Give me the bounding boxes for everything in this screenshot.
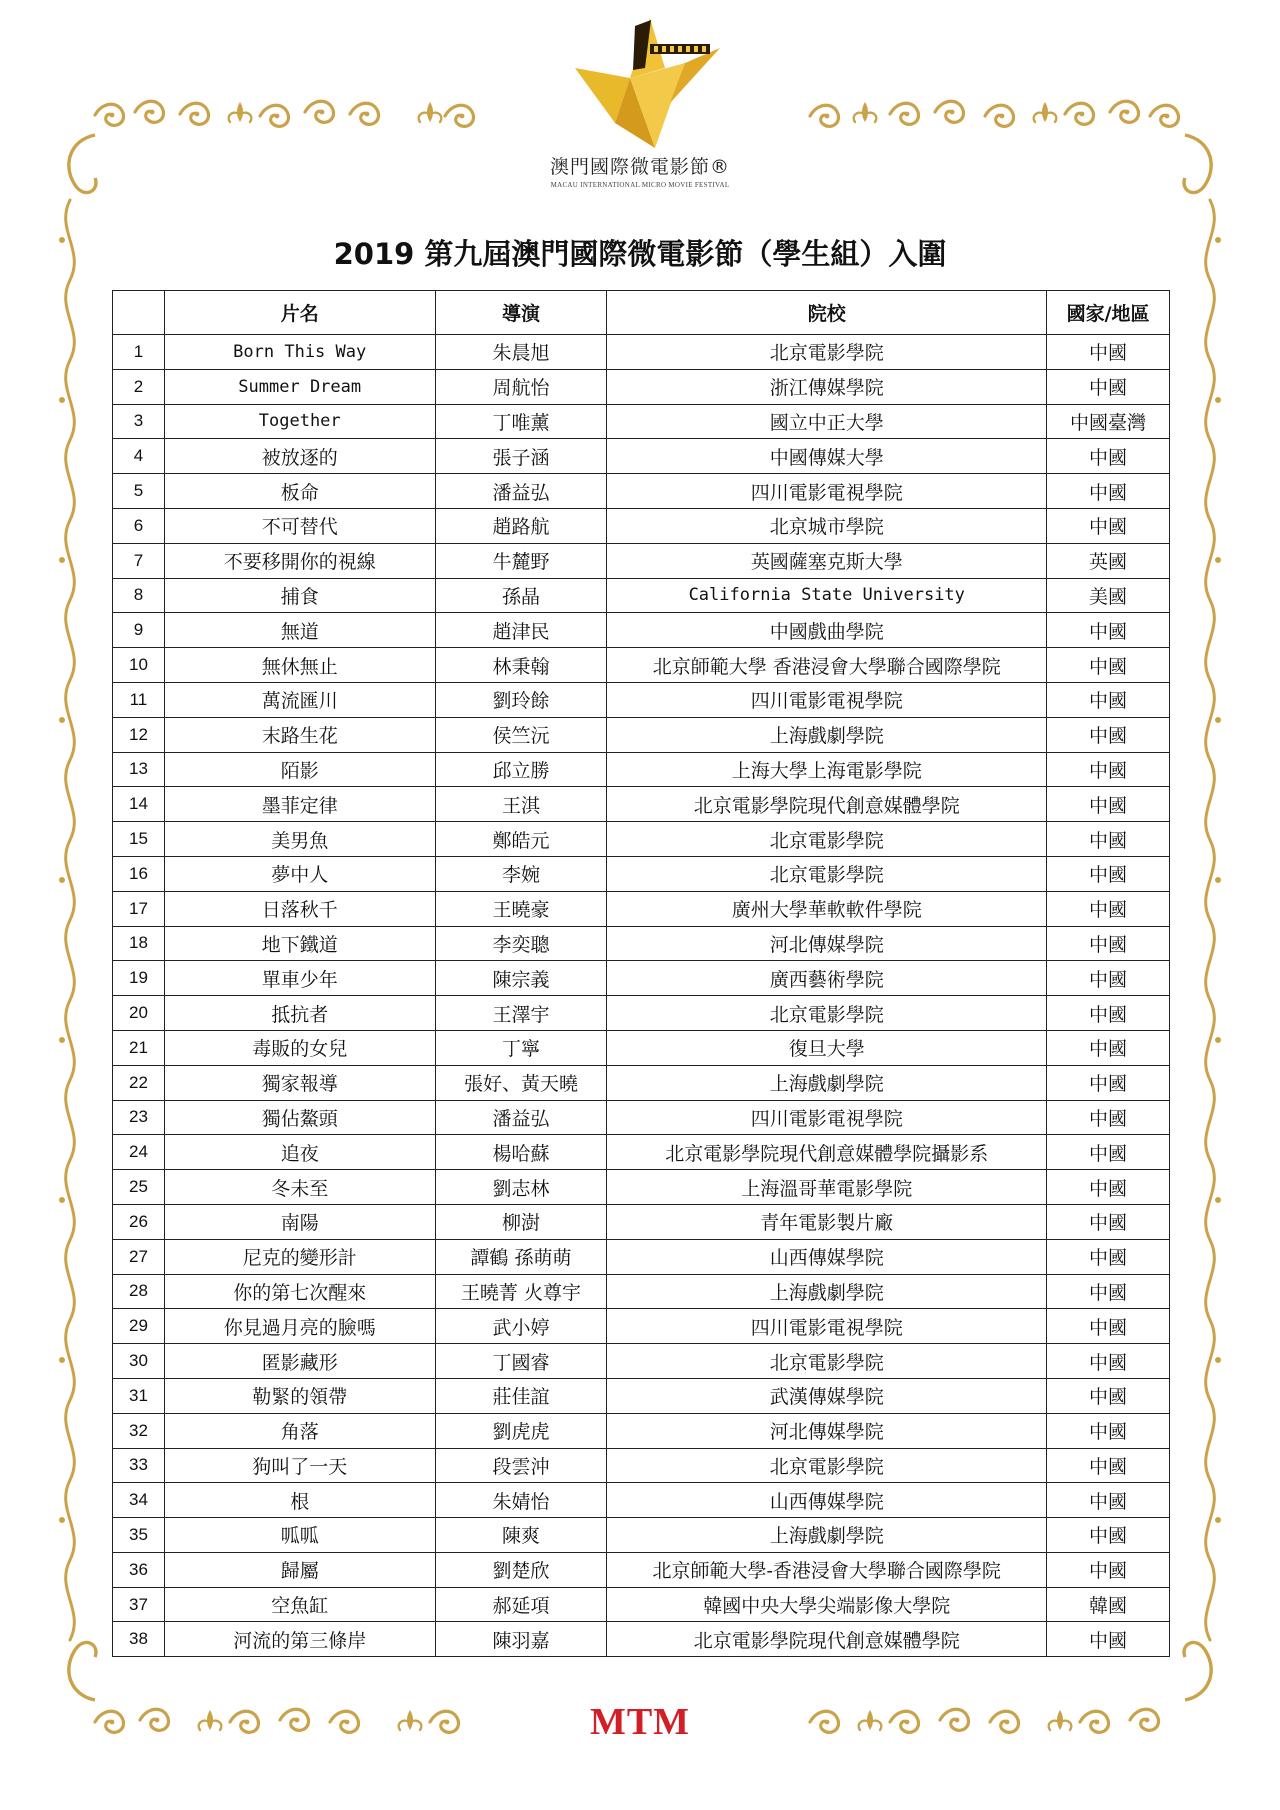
cell-film-title: 陌影 <box>164 752 435 787</box>
table-row <box>113 1622 1170 1657</box>
cell-film-title: 不要移開你的視線 <box>164 543 435 578</box>
cell-school: 青年電影製片廠 <box>607 1204 1047 1239</box>
table-row <box>113 822 1170 857</box>
cell-number: 33 <box>113 1448 165 1483</box>
table-row <box>113 508 1170 543</box>
header-director: 導演 <box>435 291 607 335</box>
cell-film-title: 勒緊的領帶 <box>164 1378 435 1413</box>
table-row <box>113 335 1170 370</box>
table-row <box>113 404 1170 439</box>
cell-director: 王曉菁 火尊宇 <box>435 1274 607 1309</box>
cell-director: 邱立勝 <box>435 752 607 787</box>
cell-country-region: 中國 <box>1047 1413 1170 1448</box>
cell-school: 北京師範大學 香港浸會大學聯合國際學院 <box>607 648 1047 683</box>
cell-director: 陳爽 <box>435 1518 607 1553</box>
cell-film-title: 墨菲定律 <box>164 787 435 822</box>
cell-number: 25 <box>113 1170 165 1205</box>
cell-director: 劉玲餘 <box>435 682 607 717</box>
cell-school: 浙江傳媒學院 <box>607 369 1047 404</box>
cell-school: 中國傳媒大學 <box>607 439 1047 474</box>
top-right-ornament <box>810 101 1179 126</box>
finalist-table <box>112 290 1170 1657</box>
cell-country-region: 韓國 <box>1047 1587 1170 1622</box>
cell-film-title: 夢中人 <box>164 856 435 891</box>
table-row <box>113 1587 1170 1622</box>
cell-number: 10 <box>113 648 165 683</box>
cell-film-title: 追夜 <box>164 1135 435 1170</box>
cell-number: 6 <box>113 508 165 543</box>
cell-film-title: 抵抗者 <box>164 996 435 1031</box>
cell-country-region: 中國 <box>1047 1030 1170 1065</box>
header-number <box>113 291 165 335</box>
cell-country-region: 中國 <box>1047 1065 1170 1100</box>
cell-director: 趙路航 <box>435 508 607 543</box>
cell-number: 24 <box>113 1135 165 1170</box>
cell-country-region: 中國 <box>1047 996 1170 1031</box>
cell-film-title: 呱呱 <box>164 1518 435 1553</box>
cell-director: 陳宗義 <box>435 961 607 996</box>
table-row <box>113 543 1170 578</box>
right-side-ornament <box>1206 200 1215 1640</box>
cell-number: 22 <box>113 1065 165 1100</box>
cell-country-region: 英國 <box>1047 543 1170 578</box>
cell-number: 37 <box>113 1587 165 1622</box>
cell-country-region: 中國 <box>1047 856 1170 891</box>
cell-director: 劉楚欣 <box>435 1552 607 1587</box>
cell-film-title: Together <box>164 404 435 439</box>
table-row <box>113 439 1170 474</box>
table-row <box>113 1204 1170 1239</box>
cell-school: 北京電影學院現代創意媒體學院攝影系 <box>607 1135 1047 1170</box>
cell-school: 北京電影學院 <box>607 335 1047 370</box>
cell-country-region: 中國 <box>1047 474 1170 509</box>
cell-country-region: 中國 <box>1047 1100 1170 1135</box>
cell-school: 國立中正大學 <box>607 404 1047 439</box>
logo-chinese-name: 澳門國際微電影節® <box>549 156 730 178</box>
cell-director: 丁國睿 <box>435 1344 607 1379</box>
cell-film-title: 無休無止 <box>164 648 435 683</box>
cell-number: 32 <box>113 1413 165 1448</box>
cell-country-region: 中國 <box>1047 1274 1170 1309</box>
cell-school: 上海戲劇學院 <box>607 1274 1047 1309</box>
cell-country-region: 中國 <box>1047 1239 1170 1274</box>
cell-number: 36 <box>113 1552 165 1587</box>
table-row <box>113 1065 1170 1100</box>
cell-director: 孫晶 <box>435 578 607 613</box>
cell-number: 9 <box>113 613 165 648</box>
table-row <box>113 1309 1170 1344</box>
table-row <box>113 1100 1170 1135</box>
origami-bird-logo-icon <box>555 8 725 158</box>
cell-number: 18 <box>113 926 165 961</box>
cell-number: 15 <box>113 822 165 857</box>
cell-film-title: 狗叫了一天 <box>164 1448 435 1483</box>
cell-director: 王曉豪 <box>435 891 607 926</box>
cell-film-title: 獨家報導 <box>164 1065 435 1100</box>
cell-number: 16 <box>113 856 165 891</box>
cell-number: 12 <box>113 717 165 752</box>
cell-country-region: 中國 <box>1047 508 1170 543</box>
cell-director: 丁寧 <box>435 1030 607 1065</box>
cell-number: 20 <box>113 996 165 1031</box>
cell-school: 四川電影電視學院 <box>607 682 1047 717</box>
cell-school: 廣州大學華軟軟件學院 <box>607 891 1047 926</box>
cell-country-region: 中國 <box>1047 1483 1170 1518</box>
cell-number: 31 <box>113 1378 165 1413</box>
table-row <box>113 648 1170 683</box>
table-row <box>113 787 1170 822</box>
cell-number: 27 <box>113 1239 165 1274</box>
cell-film-title: Born This Way <box>164 335 435 370</box>
cell-school: 北京電影學院現代創意媒體學院 <box>607 1622 1047 1657</box>
cell-director: 潘益弘 <box>435 1100 607 1135</box>
cell-director: 朱晨旭 <box>435 335 607 370</box>
cell-country-region: 中國 <box>1047 648 1170 683</box>
cell-film-title: 萬流匯川 <box>164 682 435 717</box>
cell-school: 河北傳媒學院 <box>607 926 1047 961</box>
cell-school: 韓國中央大學尖端影像大學院 <box>607 1587 1047 1622</box>
cell-number: 28 <box>113 1274 165 1309</box>
cell-school: 四川電影電視學院 <box>607 474 1047 509</box>
header-school: 院校 <box>607 291 1047 335</box>
cell-country-region: 中國 <box>1047 1309 1170 1344</box>
logo-english-name: MACAU INTERNATIONAL MICRO MOVIE FESTIVAL <box>550 181 730 189</box>
cell-school: 四川電影電視學院 <box>607 1309 1047 1344</box>
cell-director: 丁唯薰 <box>435 404 607 439</box>
cell-number: 7 <box>113 543 165 578</box>
cell-director: 段雲沖 <box>435 1448 607 1483</box>
cell-film-title: 空魚缸 <box>164 1587 435 1622</box>
cell-country-region: 中國 <box>1047 682 1170 717</box>
cell-film-title: 被放逐的 <box>164 439 435 474</box>
cell-number: 21 <box>113 1030 165 1065</box>
cell-school: 河北傳媒學院 <box>607 1413 1047 1448</box>
cell-director: 武小婷 <box>435 1309 607 1344</box>
cell-director: 陳羽嘉 <box>435 1622 607 1657</box>
cell-number: 38 <box>113 1622 165 1657</box>
cell-director: 趙津民 <box>435 613 607 648</box>
table-header-row <box>113 291 1170 335</box>
cell-film-title: 歸屬 <box>164 1552 435 1587</box>
cell-director: 張好、黃天曉 <box>435 1065 607 1100</box>
cell-director: 郝延項 <box>435 1587 607 1622</box>
cell-country-region: 中國 <box>1047 369 1170 404</box>
cell-director: 侯竺沅 <box>435 717 607 752</box>
cell-school: 北京電影學院 <box>607 1344 1047 1379</box>
cell-country-region: 中國 <box>1047 752 1170 787</box>
cell-number: 3 <box>113 404 165 439</box>
cell-director: 劉志林 <box>435 1170 607 1205</box>
cell-film-title: 角落 <box>164 1413 435 1448</box>
top-left-ornament <box>95 101 474 126</box>
table-row <box>113 1030 1170 1065</box>
cell-film-title: 地下鐵道 <box>164 926 435 961</box>
cell-country-region: 中國 <box>1047 1622 1170 1657</box>
cell-country-region: 中國 <box>1047 1552 1170 1587</box>
cell-school: 武漢傳媒學院 <box>607 1378 1047 1413</box>
cell-country-region: 中國 <box>1047 1344 1170 1379</box>
cell-director: 李奕聰 <box>435 926 607 961</box>
cell-school: 上海戲劇學院 <box>607 1518 1047 1553</box>
table-row <box>113 752 1170 787</box>
cell-school: 北京師範大學-香港浸會大學聯合國際學院 <box>607 1552 1047 1587</box>
cell-director: 王澤宇 <box>435 996 607 1031</box>
cell-country-region: 中國 <box>1047 439 1170 474</box>
table-row <box>113 682 1170 717</box>
cell-film-title: 獨佔鰲頭 <box>164 1100 435 1135</box>
cell-film-title: 日落秋千 <box>164 891 435 926</box>
cell-film-title: 美男魚 <box>164 822 435 857</box>
table-row <box>113 369 1170 404</box>
cell-country-region: 中國 <box>1047 1518 1170 1553</box>
cell-school: 廣西藝術學院 <box>607 961 1047 996</box>
table-row <box>113 1344 1170 1379</box>
cell-country-region: 中國 <box>1047 822 1170 857</box>
cell-number: 13 <box>113 752 165 787</box>
cell-school: 北京電影學院 <box>607 996 1047 1031</box>
table-row <box>113 613 1170 648</box>
table-row <box>113 1239 1170 1274</box>
table-row <box>113 996 1170 1031</box>
cell-director: 牛麓野 <box>435 543 607 578</box>
cell-country-region: 中國 <box>1047 787 1170 822</box>
cell-film-title: 末路生花 <box>164 717 435 752</box>
cell-film-title: 冬未至 <box>164 1170 435 1205</box>
header-country-region: 國家/地區 <box>1047 291 1170 335</box>
cell-school: 上海戲劇學院 <box>607 717 1047 752</box>
cell-number: 8 <box>113 578 165 613</box>
cell-school: 北京城市學院 <box>607 508 1047 543</box>
table-row <box>113 717 1170 752</box>
cell-country-region: 中國 <box>1047 1448 1170 1483</box>
cell-school: 上海戲劇學院 <box>607 1065 1047 1100</box>
cell-director: 林秉翰 <box>435 648 607 683</box>
cell-number: 2 <box>113 369 165 404</box>
cell-number: 26 <box>113 1204 165 1239</box>
cell-country-region: 中國 <box>1047 1378 1170 1413</box>
table-row <box>113 1274 1170 1309</box>
table-row <box>113 891 1170 926</box>
cell-director: 鄭皓元 <box>435 822 607 857</box>
cell-school: 上海大學上海電影學院 <box>607 752 1047 787</box>
cell-country-region: 中國臺灣 <box>1047 404 1170 439</box>
cell-country-region: 中國 <box>1047 961 1170 996</box>
cell-school: 四川電影電視學院 <box>607 1100 1047 1135</box>
cell-number: 11 <box>113 682 165 717</box>
cell-film-title: 河流的第三條岸 <box>164 1622 435 1657</box>
table-row <box>113 1552 1170 1587</box>
table-row <box>113 926 1170 961</box>
cell-number: 5 <box>113 474 165 509</box>
mtm-brand-logo: MTM <box>589 1701 691 1743</box>
cell-country-region: 中國 <box>1047 613 1170 648</box>
cell-school: 山西傳媒學院 <box>607 1239 1047 1274</box>
festival-logo <box>540 8 740 208</box>
cell-director: 劉虎虎 <box>435 1413 607 1448</box>
cell-number: 17 <box>113 891 165 926</box>
cell-number: 29 <box>113 1309 165 1344</box>
cell-film-title: 根 <box>164 1483 435 1518</box>
cell-director: 潘益弘 <box>435 474 607 509</box>
cell-number: 19 <box>113 961 165 996</box>
table-row <box>113 578 1170 613</box>
table-row <box>113 474 1170 509</box>
cell-school: California State University <box>607 578 1047 613</box>
cell-director: 譚鶴 孫萌萌 <box>435 1239 607 1274</box>
cell-school: 山西傳媒學院 <box>607 1483 1047 1518</box>
table-row <box>113 1135 1170 1170</box>
table-row <box>113 856 1170 891</box>
table-row <box>113 1170 1170 1205</box>
table-row <box>113 1413 1170 1448</box>
table-row <box>113 1378 1170 1413</box>
cell-school: 北京電影學院 <box>607 856 1047 891</box>
cell-director: 王淇 <box>435 787 607 822</box>
cell-country-region: 中國 <box>1047 891 1170 926</box>
cell-film-title: 尼克的變形計 <box>164 1239 435 1274</box>
cell-director: 李婉 <box>435 856 607 891</box>
table-row <box>113 961 1170 996</box>
cell-film-title: 單車少年 <box>164 961 435 996</box>
cell-number: 23 <box>113 1100 165 1135</box>
cell-country-region: 中國 <box>1047 1204 1170 1239</box>
cell-film-title: 無道 <box>164 613 435 648</box>
cell-director: 楊哈蘇 <box>435 1135 607 1170</box>
cell-number: 34 <box>113 1483 165 1518</box>
cell-school: 北京電影學院 <box>607 1448 1047 1483</box>
table-row <box>113 1448 1170 1483</box>
cell-school: 上海溫哥華電影學院 <box>607 1170 1047 1205</box>
cell-country-region: 中國 <box>1047 1135 1170 1170</box>
cell-country-region: 美國 <box>1047 578 1170 613</box>
cell-country-region: 中國 <box>1047 1170 1170 1205</box>
cell-school: 中國戲曲學院 <box>607 613 1047 648</box>
cell-school: 北京電影學院現代創意媒體學院 <box>607 787 1047 822</box>
header-film-title: 片名 <box>164 291 435 335</box>
cell-director: 張子涵 <box>435 439 607 474</box>
page-title: 2019 第九屆澳門國際微電影節（學生組）入圍 <box>333 237 947 271</box>
cell-film-title: 不可替代 <box>164 508 435 543</box>
cell-number: 4 <box>113 439 165 474</box>
cell-film-title: 匿影藏形 <box>164 1344 435 1379</box>
cell-school: 復旦大學 <box>607 1030 1047 1065</box>
cell-country-region: 中國 <box>1047 926 1170 961</box>
table-row <box>113 1518 1170 1553</box>
cell-country-region: 中國 <box>1047 335 1170 370</box>
cell-film-title: 捕食 <box>164 578 435 613</box>
cell-film-title: 你的第七次醒來 <box>164 1274 435 1309</box>
cell-number: 30 <box>113 1344 165 1379</box>
cell-director: 莊佳誼 <box>435 1378 607 1413</box>
cell-number: 35 <box>113 1518 165 1553</box>
cell-film-title: 你見過月亮的臉嗎 <box>164 1309 435 1344</box>
cell-film-title: 毒販的女兒 <box>164 1030 435 1065</box>
cell-number: 14 <box>113 787 165 822</box>
cell-number: 1 <box>113 335 165 370</box>
cell-film-title: Summer Dream <box>164 369 435 404</box>
table-row <box>113 1483 1170 1518</box>
cell-director: 周航怡 <box>435 369 607 404</box>
cell-director: 朱婧怡 <box>435 1483 607 1518</box>
cell-film-title: 南陽 <box>164 1204 435 1239</box>
cell-director: 柳澍 <box>435 1204 607 1239</box>
cell-school: 北京電影學院 <box>607 822 1047 857</box>
left-side-ornament <box>66 200 75 1640</box>
cell-country-region: 中國 <box>1047 717 1170 752</box>
cell-school: 英國薩塞克斯大學 <box>607 543 1047 578</box>
cell-film-title: 板命 <box>164 474 435 509</box>
